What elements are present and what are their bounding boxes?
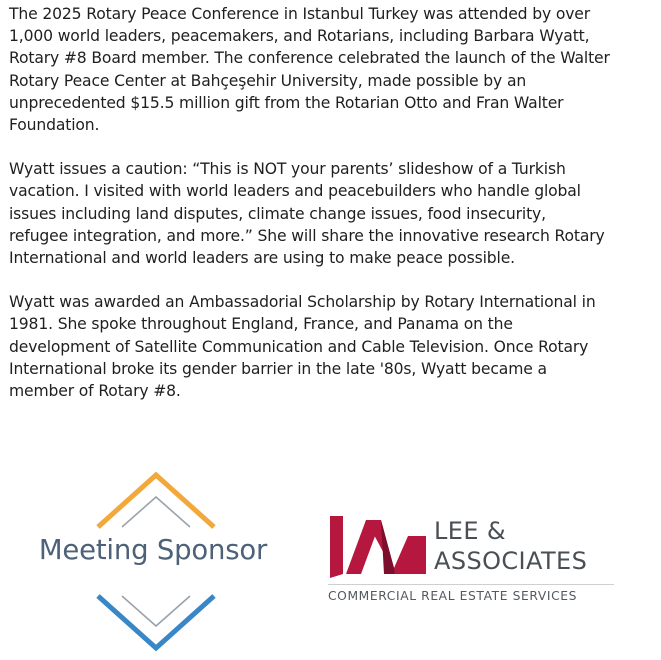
meeting-sponsor-badge [18, 468, 288, 658]
article-body [9, 3, 657, 424]
lee-associates-name-line1: LEE & [434, 517, 507, 545]
lee-associates-tagline: COMMERCIAL REAL ESTATE SERVICES [328, 589, 578, 603]
article-paragraph-caution-quote: Wyatt issues a caution: “This is NOT your parents’ slideshow of a Turkish vacation. I visited with world leaders and peacebuilders who handle global issues including land disputes, climate change issues, food insecurity, refugee integration, and more.” She will share the innovative research Rotary International and world leaders are using to make peace possible. [9, 160, 605, 268]
article-paragraph-conference: The 2025 Rotary Peace Conference in Istanbul Turkey was attended by over 1,000 world leaders, peacemakers, and Rotarians, including Barbara Wyatt, Rotary #8 Board member. The conference celebrated the launch of the Walter Rotary Peace Center at Bahçeşehir University, made possible by an unprecedented $15.5 million gift from the Rotarian Otto and Fran Walter Foundation. [9, 5, 610, 135]
lee-associates-name-line2: ASSOCIATES [434, 547, 588, 575]
meeting-sponsor-label: Meeting Sponsor [38, 534, 268, 566]
lee-associates-logo [326, 513, 626, 613]
sponsor-bottom-chevron-icon [98, 596, 214, 648]
article-paragraph-scholarship: Wyatt was awarded an Ambassadorial Scholarship by Rotary International in 1981. She spoke throughout England, France, and Panama on the development of Satellite Communication and Cable Television. Once Rotary International broke its gender barrier in the late '80s, Wyatt became a member of Rotary #8. [9, 293, 596, 401]
sponsor-top-inner-chevron-icon [122, 497, 190, 527]
sponsor-top-chevron-icon [98, 475, 214, 527]
lee-associates-divider [328, 584, 614, 585]
lee-associates-mark-icon [328, 516, 428, 578]
sponsor-bottom-inner-chevron-icon [122, 596, 190, 626]
